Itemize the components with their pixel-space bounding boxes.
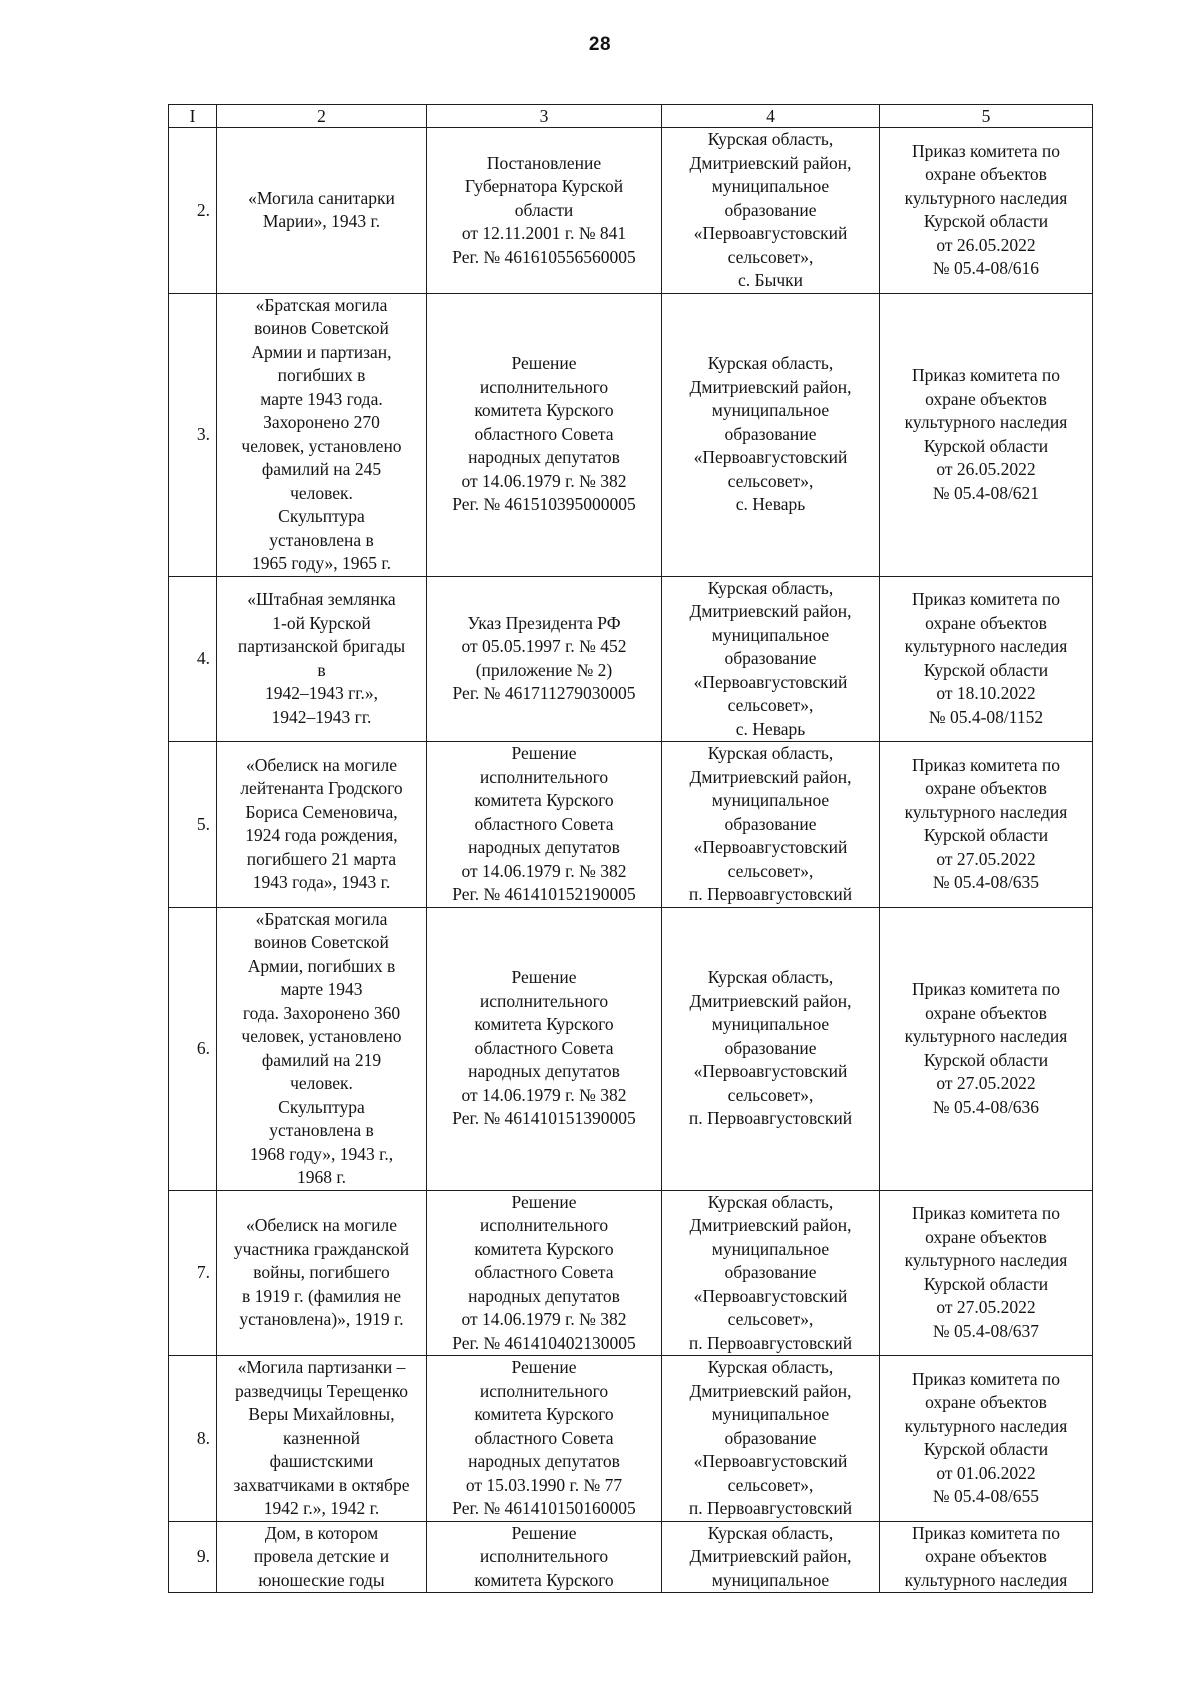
cell-text-line: сельсовет», — [727, 1309, 814, 1329]
cell-text-line: областного Совета — [474, 1037, 614, 1058]
cell-approval-order — [880, 742, 1093, 908]
cell-approval-order — [880, 1190, 1093, 1356]
cell-text-line: в 1919 г. (фамилия не — [242, 1285, 401, 1306]
cell-text-line: от 14.06.1979 г. № 382 — [461, 1084, 627, 1105]
cell-text-line: захватчиками в октябре — [233, 1474, 410, 1495]
cell-text-line: Курской области — [923, 211, 1049, 232]
cell-text-line: п. Первоавгустовский — [688, 1332, 853, 1353]
cell-text-line: Приказ комитета по — [911, 1203, 1061, 1224]
cell-text-line: Захоронено 270 — [263, 412, 380, 432]
cell-text-line: Рег. № 461510395000005 — [452, 494, 636, 515]
cell-text-line: области — [514, 199, 574, 220]
cell-text-line: Армии и партизан, — [251, 341, 392, 362]
cell-text-line: № 05.4-08/636 — [932, 1096, 1040, 1117]
header-col-number: I — [169, 105, 217, 128]
cell-text-line: муниципальное — [711, 624, 830, 645]
cell-text-line: Курская область, — [707, 577, 834, 598]
cell-text-line: воинов Советской — [254, 932, 389, 952]
cell-text-line: культурного наследия — [904, 1026, 1068, 1046]
cell-location — [662, 742, 880, 908]
cell-text-line: Дмитриевский район, — [689, 766, 852, 787]
cell-text-line: образование — [724, 1262, 817, 1282]
cell-text-line: народных депутатов — [468, 1285, 620, 1306]
cell-text-line: 1942 г.», 1942 г. — [263, 1498, 380, 1518]
cell-monument-name — [217, 742, 427, 908]
cell-text-line: 1942–1943 гг. — [271, 706, 372, 727]
cell-text-line: образование — [724, 648, 817, 668]
cell-protection-document — [427, 293, 662, 576]
cell-text-line: п. Первоавгустовский — [688, 884, 853, 904]
cell-text-line: человек, установлено — [241, 1026, 402, 1046]
cell-location — [662, 576, 880, 742]
cell-text-line: юношеские годы — [258, 1569, 385, 1590]
cell-approval-order — [880, 1521, 1093, 1593]
cell-text-line: Курская область, — [707, 129, 834, 149]
table-header-row — [169, 105, 1093, 128]
cell-text-line: «Первоавгустовский — [693, 837, 848, 857]
cell-text-line: Решение — [511, 1191, 577, 1212]
cell-protection-document — [427, 576, 662, 742]
cell-text-line: охране объектов — [925, 164, 1047, 185]
cell-text-line: с. Неварь — [735, 494, 806, 515]
cell-text-line: Бориса Семеновича, — [245, 801, 398, 822]
cell-text-line: Постановление — [486, 152, 602, 173]
cell-text-line: муниципальное — [711, 1569, 830, 1590]
cell-text-line: п. Первоавгустовский — [688, 1498, 853, 1518]
cell-text-line: Приказ комитета по — [911, 979, 1061, 999]
cell-text-line: Решение — [511, 1522, 577, 1543]
cell-text-line: охране объектов — [925, 1546, 1047, 1566]
cell-text-line: «Братская могила — [255, 294, 388, 315]
cell-text-line: Дмитриевский район, — [689, 1215, 852, 1235]
cell-text-line: областного Совета — [474, 813, 614, 834]
cell-text-line: «Первоавгустовский — [693, 1285, 848, 1306]
cell-text-line: п. Первоавгустовский — [688, 1108, 853, 1129]
cell-row-number: 8. — [169, 1356, 217, 1522]
cell-text-line: исполнительного — [479, 990, 609, 1011]
cell-text-line: Курской области — [923, 659, 1049, 680]
cell-monument-name — [217, 1190, 427, 1356]
cell-text-line: Курской области — [923, 1273, 1049, 1294]
cell-text-line: погибших в — [277, 365, 366, 385]
cell-location — [662, 128, 880, 294]
cell-text-line: 1924 года рождения, — [245, 825, 398, 846]
cell-monument-name — [217, 907, 427, 1190]
cell-text-line: муниципальное — [711, 1238, 830, 1259]
table-row — [169, 742, 1093, 908]
cell-text-line: Дмитриевский район, — [689, 990, 852, 1011]
cell-text-line: Курская область, — [707, 1191, 834, 1212]
cell-text-line: Дмитриевский район, — [689, 601, 852, 621]
monuments-table — [168, 104, 1093, 1593]
cell-text-line: (приложение № 2) — [475, 659, 613, 680]
cell-text-line: от 27.05.2022 — [936, 848, 1036, 869]
cell-text-line: Скульптура — [278, 1096, 365, 1117]
cell-text-line: «Первоавгустовский — [693, 1061, 848, 1082]
cell-text-line: Скульптура — [278, 506, 365, 526]
cell-text-line: Веры Михайловны, — [248, 1404, 395, 1424]
cell-text-line: Рег. № 461410402130005 — [452, 1332, 636, 1353]
cell-text-line: от 26.05.2022 — [936, 459, 1036, 479]
cell-text-line: от 26.05.2022 — [936, 234, 1036, 255]
cell-text-line: культурного наследия — [904, 1569, 1068, 1590]
cell-text-line: сельсовет», — [727, 246, 814, 267]
cell-text-line: человек. — [290, 482, 353, 503]
cell-protection-document — [427, 128, 662, 294]
cell-text-line: от 01.06.2022 — [936, 1462, 1036, 1483]
cell-text-line: образование — [724, 199, 817, 220]
cell-row-number: 6. — [169, 907, 217, 1190]
cell-approval-order — [880, 293, 1093, 576]
cell-text-line: «Могила партизанки – — [237, 1357, 406, 1377]
cell-text-line: человек, установлено — [241, 435, 402, 456]
cell-location — [662, 907, 880, 1190]
cell-text-line: от 27.05.2022 — [936, 1073, 1036, 1093]
cell-text-line: исполнительного — [479, 1546, 609, 1566]
cell-text-line: Курская область, — [707, 1357, 834, 1377]
cell-text-line: областного Совета — [474, 1262, 614, 1282]
cell-monument-name — [217, 293, 427, 576]
cell-text-line: народных депутатов — [468, 837, 620, 857]
cell-text-line: областного Совета — [474, 1427, 614, 1448]
cell-text-line: Приказ комитета по — [911, 1368, 1061, 1389]
cell-text-line: 1968 г. — [297, 1167, 346, 1187]
cell-text-line: муниципальное — [711, 1404, 830, 1424]
cell-text-line: Дмитриевский район, — [689, 376, 852, 397]
cell-text-line: фамилий на 219 — [261, 1049, 382, 1070]
header-col-location: 4 — [662, 105, 880, 128]
cell-text-line: комитета Курского — [474, 1569, 614, 1590]
cell-monument-name — [217, 1521, 427, 1593]
cell-text-line: образование — [724, 813, 817, 834]
cell-text-line: года. Захоронено 360 — [242, 1002, 401, 1023]
cell-text-line: провела детские и — [253, 1546, 390, 1566]
cell-text-line: Рег. № 461410150160005 — [452, 1498, 636, 1518]
cell-text-line: установлена в — [269, 529, 374, 550]
cell-text-line: культурного наследия — [904, 1415, 1068, 1436]
cell-text-line: «Первоавгустовский — [693, 447, 848, 468]
cell-text-line: 1-ой Курской — [272, 612, 371, 633]
cell-text-line: исполнительного — [479, 766, 609, 787]
cell-text-line: сельсовет», — [727, 1474, 814, 1495]
cell-text-line: «Первоавгустовский — [693, 1451, 848, 1471]
cell-text-line: фашистскими — [269, 1451, 374, 1471]
cell-text-line: 1943 года», 1943 г. — [252, 872, 391, 893]
cell-approval-order — [880, 128, 1093, 294]
cell-text-line: исполнительного — [479, 1215, 609, 1235]
cell-text-line: Указ Президента РФ — [467, 612, 621, 633]
cell-location — [662, 1190, 880, 1356]
cell-protection-document — [427, 1356, 662, 1522]
cell-text-line: Курская область, — [707, 967, 834, 988]
cell-text-line: № 05.4-08/635 — [932, 872, 1040, 893]
cell-text-line: «Штабная землянка — [247, 589, 396, 610]
cell-text-line: Решение — [511, 743, 577, 763]
cell-text-line: образование — [724, 1037, 817, 1058]
cell-text-line: культурного наследия — [904, 1250, 1068, 1271]
cell-text-line: Курская область, — [707, 1522, 834, 1543]
cell-text-line: от 18.10.2022 — [936, 683, 1036, 704]
cell-text-line: воинов Советской — [254, 318, 389, 338]
cell-text-line: Приказ комитета по — [911, 140, 1061, 161]
cell-text-line: участника гражданской — [233, 1238, 410, 1259]
cell-row-number: 9. — [169, 1521, 217, 1593]
cell-text-line: «Первоавгустовский — [693, 671, 848, 692]
cell-text-line: Решение — [511, 353, 577, 374]
cell-text-line: от 14.06.1979 г. № 382 — [461, 1309, 627, 1329]
cell-text-line: Решение — [511, 967, 577, 988]
cell-text-line: образование — [724, 1427, 817, 1448]
cell-text-line: комитета Курского — [474, 1404, 614, 1424]
cell-text-line: № 05.4-08/655 — [932, 1486, 1040, 1507]
cell-text-line: «Обелиск на могиле — [246, 754, 397, 775]
cell-text-line: народных депутатов — [468, 1061, 620, 1082]
cell-monument-name — [217, 128, 427, 294]
cell-text-line: сельсовет», — [727, 695, 814, 715]
cell-text-line: с. Бычки — [738, 270, 803, 290]
cell-text-line: Курской области — [923, 1049, 1049, 1070]
cell-text-line: Рег. № 461610556560005 — [452, 246, 636, 267]
cell-text-line: исполнительного — [479, 1380, 609, 1401]
cell-text-line: сельсовет», — [727, 470, 814, 491]
cell-text-line: Курская область, — [707, 743, 834, 763]
cell-text-line: от 15.03.1990 г. № 77 — [465, 1474, 623, 1495]
cell-text-line: № 05.4-08/1152 — [928, 706, 1044, 727]
cell-protection-document — [427, 1521, 662, 1593]
cell-text-line: исполнительного — [479, 376, 609, 397]
cell-text-line: комитета Курского — [474, 790, 614, 810]
cell-text-line: муниципальное — [711, 176, 830, 196]
cell-monument-name — [217, 1356, 427, 1522]
cell-row-number: 7. — [169, 1190, 217, 1356]
cell-text-line: 1942–1943 гг.», — [264, 683, 378, 704]
cell-text-line: Рег. № 461410151390005 — [452, 1108, 636, 1129]
cell-text-line: Решение — [511, 1357, 577, 1377]
table-row — [169, 907, 1093, 1190]
cell-text-line: от 14.06.1979 г. № 382 — [461, 860, 627, 881]
cell-approval-order — [880, 576, 1093, 742]
table-row — [169, 293, 1093, 576]
cell-text-line: Дмитриевский район, — [689, 1380, 852, 1401]
cell-text-line: народных депутатов — [468, 447, 620, 468]
cell-text-line: в — [317, 659, 326, 680]
cell-text-line: 1965 году», 1965 г. — [252, 553, 391, 573]
cell-text-line: муниципальное — [711, 790, 830, 810]
cell-text-line: муниципальное — [711, 400, 830, 421]
cell-location — [662, 1521, 880, 1593]
cell-text-line: от 14.06.1979 г. № 382 — [461, 470, 627, 491]
cell-text-line: погибшего 21 марта — [246, 848, 397, 869]
cell-text-line: фамилий на 245 — [261, 459, 382, 479]
cell-text-line: № 05.4-08/616 — [932, 258, 1040, 279]
cell-text-line: культурного наследия — [904, 801, 1068, 822]
cell-text-line: партизанской бригады — [237, 636, 406, 657]
cell-row-number: 5. — [169, 742, 217, 908]
table-row — [169, 576, 1093, 742]
cell-text-line: 1968 году», 1943 г., — [249, 1143, 394, 1164]
cell-text-line: Рег. № 461410152190005 — [452, 884, 636, 904]
cell-text-line: культурного наследия — [904, 636, 1068, 657]
cell-text-line: «Обелиск на могиле — [246, 1215, 397, 1235]
cell-text-line: охране объектов — [925, 778, 1047, 799]
cell-text-line: комитета Курского — [474, 1014, 614, 1035]
cell-text-line: «Братская могила — [255, 908, 388, 929]
cell-text-line: народных депутатов — [468, 1451, 620, 1471]
cell-text-line: охране объектов — [925, 1392, 1047, 1413]
cell-text-line: охране объектов — [925, 1002, 1047, 1023]
cell-text-line: сельсовет», — [727, 860, 814, 881]
cell-location — [662, 293, 880, 576]
cell-text-line: установлена в — [269, 1120, 374, 1140]
table-row — [169, 1190, 1093, 1356]
cell-text-line: муниципальное — [711, 1014, 830, 1035]
cell-row-number: 4. — [169, 576, 217, 742]
cell-text-line: Дмитриевский район, — [689, 152, 852, 173]
cell-text-line: № 05.4-08/637 — [932, 1320, 1040, 1341]
cell-text-line: Курской области — [923, 825, 1049, 846]
cell-text-line: охране объектов — [925, 612, 1047, 633]
cell-text-line: Дмитриевский район, — [689, 1546, 852, 1566]
cell-text-line: человек. — [290, 1073, 353, 1093]
cell-text-line: Рег. № 461711279030005 — [452, 683, 636, 704]
cell-text-line: лейтенанта Гродского — [240, 778, 403, 799]
cell-text-line: казненной — [283, 1427, 360, 1448]
cell-text-line: Курская область, — [707, 353, 834, 374]
cell-text-line: областного Совета — [474, 423, 614, 444]
cell-text-line: Приказ комитета по — [911, 1522, 1061, 1543]
cell-text-line: Курской области — [923, 435, 1049, 456]
cell-text-line: разведчицы Терещенко — [235, 1380, 408, 1401]
cell-text-line: с. Неварь — [735, 718, 806, 739]
cell-row-number: 2. — [169, 128, 217, 294]
cell-text-line: комитета Курского — [474, 400, 614, 421]
page-number: 28 — [588, 34, 612, 55]
cell-text-line: Приказ комитета по — [911, 589, 1061, 610]
cell-text-line: сельсовет», — [727, 1084, 814, 1105]
cell-protection-document — [427, 742, 662, 908]
cell-text-line: образование — [724, 423, 817, 444]
cell-row-number: 3. — [169, 293, 217, 576]
cell-text-line: № 05.4-08/621 — [932, 482, 1040, 503]
cell-text-line: установлена)», 1919 г. — [239, 1309, 404, 1329]
cell-text-line: Приказ комитета по — [911, 754, 1061, 775]
cell-text-line: марте 1943 — [280, 979, 363, 999]
cell-text-line: от 05.05.1997 г. № 452 — [461, 636, 627, 657]
cell-text-line: Марии», 1943 г. — [262, 211, 381, 232]
table-row — [169, 1521, 1093, 1593]
header-col-document: 3 — [427, 105, 662, 128]
cell-text-line: марте 1943 года. — [260, 388, 383, 409]
header-col-name: 2 — [217, 105, 427, 128]
table-row — [169, 1356, 1093, 1522]
cell-approval-order — [880, 1356, 1093, 1522]
cell-monument-name — [217, 576, 427, 742]
cell-text-line: Курской области — [923, 1439, 1049, 1460]
table-row — [169, 128, 1093, 294]
cell-protection-document — [427, 1190, 662, 1356]
cell-text-line: культурного наследия — [904, 187, 1068, 208]
cell-text-line: Дом, в котором — [264, 1522, 379, 1543]
cell-text-line: комитета Курского — [474, 1238, 614, 1259]
cell-text-line: от 12.11.2001 г. № 841 — [461, 223, 627, 243]
cell-text-line: «Могила санитарки — [248, 187, 395, 208]
cell-text-line: Губернатора Курской — [464, 176, 624, 196]
cell-protection-document — [427, 907, 662, 1190]
cell-text-line: войны, погибшего — [253, 1262, 390, 1282]
cell-text-line: культурного наследия — [904, 412, 1068, 432]
cell-text-line: Армии, погибших в — [247, 955, 396, 976]
cell-approval-order — [880, 907, 1093, 1190]
cell-text-line: Приказ комитета по — [911, 365, 1061, 385]
cell-text-line: охране объектов — [925, 388, 1047, 409]
cell-location — [662, 1356, 880, 1522]
header-col-order: 5 — [880, 105, 1093, 128]
cell-text-line: «Первоавгустовский — [693, 223, 848, 243]
cell-text-line: от 27.05.2022 — [936, 1297, 1036, 1318]
cell-text-line: охране объектов — [925, 1226, 1047, 1247]
